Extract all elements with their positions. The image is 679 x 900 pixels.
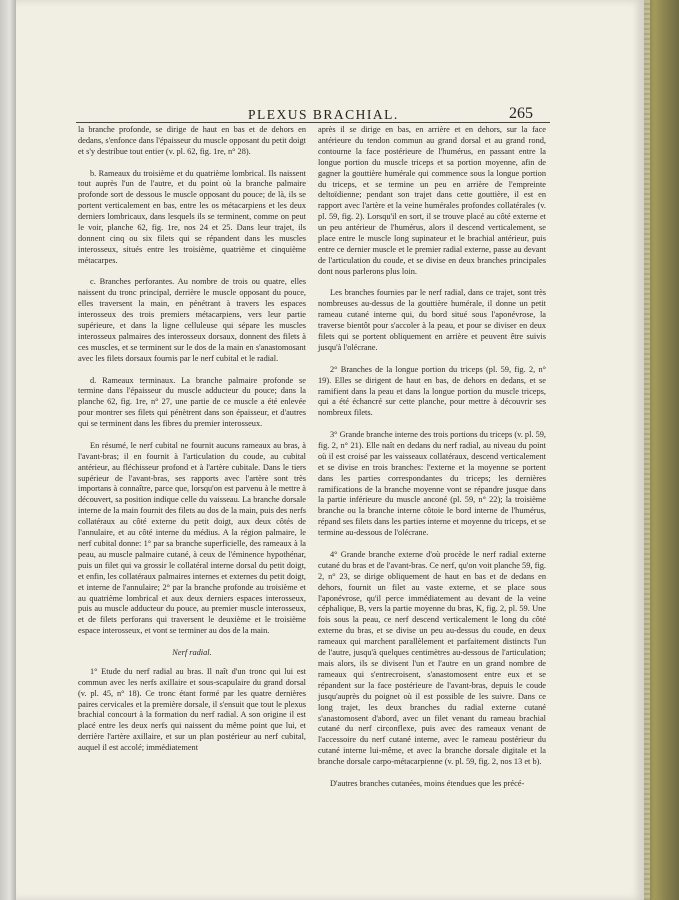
running-head-title: PLEXUS BRACHIAL.: [248, 107, 399, 122]
section-heading: Nerf radial.: [172, 647, 212, 657]
paragraph: 3° Grande branche interne des trois portions du triceps (v. pl. 59, fig. 2, n° 21). Elle naît en dedans du nerf radial, au niveau du point où il est croisé par les vaisseaux collatéraux, descend verticalement et se divise en trois branches: l'externe et la moyenne se portent dans les parties correspondantes du triceps; les dernières ramifications de la branche moyenne vont se répandre jusque dans la partie inférieure du muscle anconé (pl. 59, n° 22); la troisième branche ou la branche interne côtoie le bord interne de l'humérus, répand ses filets dans les parties interne et moyenne du triceps, et se termine au-dessous de l'olécrane.: [318, 430, 546, 538]
page-edges: [644, 0, 650, 900]
paragraph: d. Rameaux terminaux. La branche palmaire profonde se termine dans l'épaisseur du muscle adducteur du pouce; dans la planche 62, fig. 1re, n° 27, une partie de ce muscle a été enlevée pour montrer ses filets qui pénètrent dans son épaisseur, et d'autres qui se terminent dans les fibres du premier interosseux.: [78, 375, 306, 429]
paragraph: c. Branches perforantes. Au nombre de trois ou quatre, elles naissent du tronc principal, derrière le muscle opposant du pouce, elles traversent la main, en pénétrant à travers les espaces interosseux des trois premiers métacarpiens, vers leur partie supérieure, et dans la ligne celluleuse qui sépare les muscles interosseux palmaires des interosseux dorsaux, donnent des filets à ces muscles, et se terminent sur le dos de la main en s'anastomosant avec les filets dorsaux fournis par le nerf cubital et le radial.: [78, 277, 306, 363]
paragraph: Les branches fournies par le nerf radial, dans ce trajet, sont très nombreuses au-dessus de la gouttière humérale, il donne un petit rameau cutané interne qui, du bord situé sous l'aponévrose, la traverse bientôt pour s'accoler à la peau, et pour se diviser en deux filets qui se portent obliquement en arrière et peuvent être suivis jusqu'à l'olécrane.: [318, 288, 546, 353]
header-rule: [76, 122, 550, 123]
paragraph: En résumé, le nerf cubital ne fournit aucuns rameaux au bras, à l'avant-bras; il en fournit à l'articulation du coude, au cubital antérieur, au fléchisseur profond et à l'artère cubitale. Dans le tiers supérieur de l'avant-bras, ses rapports avec l'artère sont très importans à connaître, parce que, lorsqu'on est parvenu à le mettre à découvert, sa position indique celle du vaisseau. La branche dorsale interne de la main fournit des filets au dos de la main, puis des nerfs collatéraux au côté externe du petit doigt, aux deux côtés de l'annulaire, et au côté interne du médius. A la région palmaire, le nerf cubital donne: 1° par sa branche superficielle, des rameaux à la peau, au muscle palmaire cutané, à ceux de l'éminence hypothénar, puis un filet qui va grossir le collatéral interne dorsal du petit doigt, et enfin, les collatéraux palmaires internes et externes du petit doigt, et interne de l'annulaire; 2° par la branche profonde au troisième et au quatrième lombrical et aux deux derniers espaces interosseux, puis au muscle adducteur du pouce, au premier muscle interosseux, et de filets perforans qui traversent le deuxième et le troisième espace interosseux, et vont se terminer au dos de la main.: [78, 440, 306, 636]
page-number: 265: [509, 105, 533, 122]
paragraph: après il se dirige en bas, en arrière et en dehors, sur la face antérieure du tendon commun au grand dorsal et au grand rond, contourne la face postérieure de l'humérus, en passant entre la longue portion du muscle triceps et sa portion moyenne, afin de gagner la gouttière humérale qui commence sous la longue portion du triceps, et se termine un peu en arrière de l'empreinte deltoïdienne; pendant son trajet dans cette gouttière, il est en rapport avec l'artère et la veine humérales profondes collatérales (v. pl. 59, fig. 2). Lorsqu'il en sort, il se trouve placé au côté externe et un peu antérieur de l'humérus, alors il descend verticalement, se place entre le muscle long supinateur et le brachial antérieur, puis entre ce dernier muscle et le premier radial externe, passe au devant de l'articulation du coude, et se divise en deux branches principales dont nous parlerons plus loin.: [318, 125, 546, 276]
paragraph: 1° Etude du nerf radial au bras. Il naît d'un tronc qui lui est commun avec les nerfs axillaire et sous-scapulaire du grand dorsal (v. pl. 45, n° 18). Ce tronc étant formé par les quatre dernières paires cervicales et la première dorsale, il s'ensuit que tout le plexus brachial concourt à la formation du nerf radial. A son origine il est placé entre les deux nerfs qui naissent du même point que lui, et derrière l'artère axillaire, et sur un plan postérieur au nerf cubital, auquel il est accolé; immédiatement: [78, 666, 306, 753]
left-text-column: [78, 125, 306, 765]
paragraph: 2° Branches de la longue portion du triceps (pl. 59, fig. 2, n° 19). Elles se dirigent de haut en bas, de dehors en dedans, et se ramifient dans la peau et dans la longue portion du muscle triceps, qui a été échancré sur cette planche, pour mettre à découvrir ses nombreux filets.: [318, 364, 546, 418]
paragraph: b. Rameaux du troisième et du quatrième lombrical. Ils naissent tout auprès l'un de l'autre, et du point où la branche palmaire profonde sort de dessous le muscle opposant du pouce; de là, ils se portent verticalement en bas, entre les os métacarpiens et les deux derniers lombricaux, dans lesquels ils se terminent, comme on peut le voir, planche 62, fig. 1re, nos 24 et 25. Dans leur trajet, ils donnent cinq ou six filets qui se répandent dans les muscles interosseux, situés entre les troisième, quatrième et cinquième métacarpes.: [78, 168, 306, 265]
paragraph: D'autres branches cutanées, moins étendues que les précé-: [330, 778, 525, 788]
paragraph: 4° Grande branche externe d'où procède le nerf radial externe cutané du bras et de l'avant-bras. Ce nerf, qu'on voit planche 59, fig. 2, n° 23, se dirige obliquement de haut en bas et de dedans en dehors, fournit un filet au vaste externe, et se place sous l'aponévrose, qu'il perce immédiatement au devant de la veine céphalique, B, vers la partie moyenne du bras, K, fig. 2, pl. 59. Une fois sous la peau, ce nerf descend verticalement le long du côté externe du bras, et se divise un peu au-dessus du coude, en deux rameaux qui marchent parallèlement et parfaitement distincts l'un de l'autre, jusqu'à quelques centimètres au-dessous de l'articulation; mais alors, ils se divisent l'un et l'autre en un grand nombre de rameaux qui s'entrecroisent, s'anastomosent entre eux et se répandent sur la face postérieure de l'avant-bras, depuis le coude jusqu'auprès du poignet où il est possible de les suivre. Dans ce long trajet, les deux branches du radial externe cutané s'anastomosent d'abord, avec un filet venant du rameau brachial cutané du nerf circonflexe, puis avec des rameaux venant de l'accessoire du nerf cutané interne, avec le rameau postérieur du cutané interne lui-même, et avec la branche dorsale digitale et la branche dorsale carpo-métacarpienne (v. pl. 59, fig. 2, nos 13 et b).: [318, 549, 546, 767]
right-text-column: [318, 125, 546, 801]
adjacent-page-edge: [0, 0, 16, 900]
paragraph: la branche profonde, se dirige de haut en bas et de dehors en dedans, s'enfonce dans l'épaisseur du muscle opposant du petit doigt et s'y destribue tout entier (v. pl. 62, fig. 1re, n° 28).: [78, 125, 306, 156]
